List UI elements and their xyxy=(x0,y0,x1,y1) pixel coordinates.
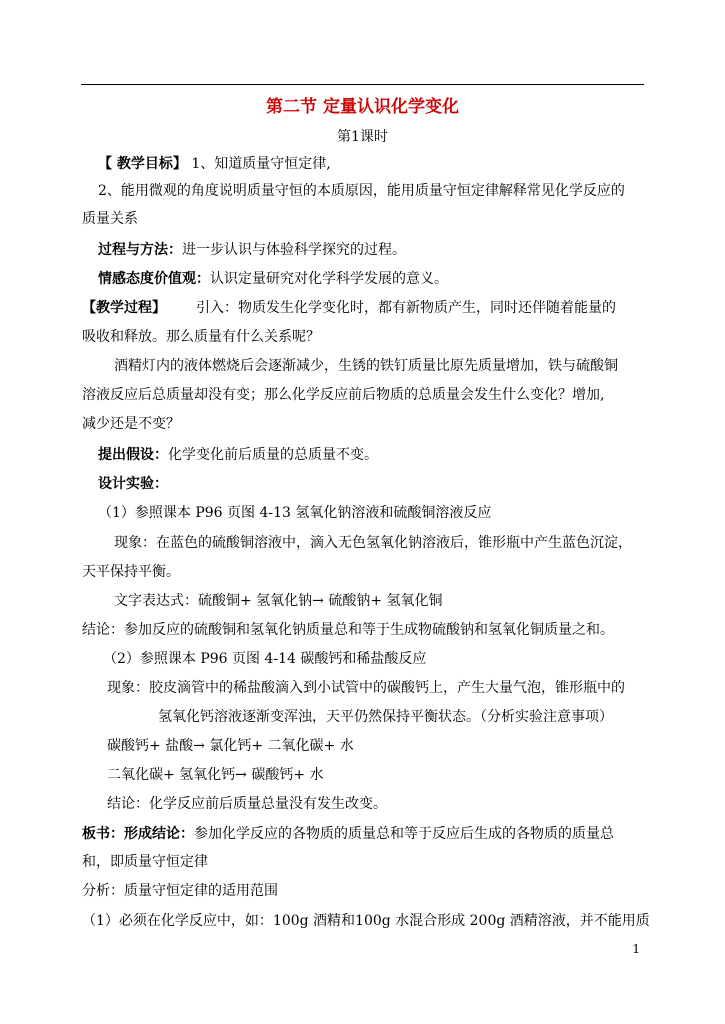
header-rule xyxy=(81,84,644,85)
exp2-formula-1: 碳酸钙+ 盐酸→ 氯化钙+ 二氧化碳+ 水 xyxy=(107,738,354,754)
methods-label: 过程与方法： xyxy=(98,242,182,258)
methods-line xyxy=(98,241,406,259)
exp2-observation-1: 现象：胶皮滴管中的稀盐酸滴入到小试管中的碳酸钙上，产生大量气泡，锥形瓶中的 xyxy=(107,680,625,696)
values-line xyxy=(98,270,448,288)
analysis-title: 分析：质量守恒定律的适用范围 xyxy=(82,883,278,899)
board-label: 板书：形成结论： xyxy=(82,826,194,842)
values-label: 情感态度价值观： xyxy=(98,271,210,287)
page-subtitle: 第1课时 xyxy=(337,129,388,145)
hypothesis-text: 化学变化前后质量的总质量不变。 xyxy=(168,447,378,463)
page-number: 1 xyxy=(632,942,640,956)
values-text: 认识定量研究对化学科学发展的意义。 xyxy=(210,271,448,287)
process-intro-2: 吸收和释放。那么质量有什么关系呢？ xyxy=(82,329,320,345)
exp1-conclusion: 结论：参加反应的硫酸铜和氢氧化钠质量总和等于生成物硫酸钠和氢氧化铜质量之和。 xyxy=(82,622,614,638)
hypothesis-label: 提出假设： xyxy=(98,447,168,463)
exp1-observation-1: 现象：在蓝色的硫酸铜溶液中，滴入无色氢氧化钠溶液后，锥形瓶中产生蓝色沉淀， xyxy=(114,535,632,551)
objectives-line-2: 2、能用微观的角度说明质量守恒的本质原因，能用质量守恒定律解释常见化学反应的 xyxy=(98,183,625,199)
exp1-observation-2: 天平保持平衡。 xyxy=(82,564,180,580)
process-intro-1: 引入：物质发生化学变化时，都有新物质产生，同时还伴随着能量的 xyxy=(196,300,616,316)
exp1-formula: 文字表达式：硫酸铜+ 氢氧化钠→ 硫酸钠+ 氢氧化铜 xyxy=(114,593,443,609)
board-line-1 xyxy=(82,825,614,843)
analysis-item-1: （1）必须在化学反应中，如：100g 酒精和100g 水混合形成 200g 酒精溶液，并不能用质 xyxy=(82,913,650,929)
board-text-1: 参加化学反应的各物质的质量总和等于反应后生成的各物质的质量总 xyxy=(194,826,614,842)
objectives-label: 【 教学目标】 xyxy=(98,156,187,172)
exp2-formula-2: 二氧化碳+ 氢氧化钙→ 碳酸钙+ 水 xyxy=(107,767,324,783)
process-paragraph-2: 溶液反应后总质量却没有变；那么化学反应前后物质的总质量会发生什么变化？增加, xyxy=(82,387,605,403)
objectives-line-3: 质量关系 xyxy=(82,211,138,227)
process-paragraph-3: 减少还是不变？ xyxy=(82,416,180,432)
exp2-observation-2: 氢氧化钙溶液逐渐变浑浊，天平仍然保持平衡状态。（分析实验注意事项） xyxy=(158,709,613,725)
objectives-line-1 xyxy=(98,155,331,173)
objectives-text-1: 1、知道质量守恒定律, xyxy=(186,156,331,172)
exp2-conclusion: 结论：化学反应前后质量总量没有发生改变。 xyxy=(107,796,387,812)
design-label: 设计实验： xyxy=(98,476,168,492)
exp1-title: （1）参照课本 P96 页图 4-13 氢氧化钠溶液和硫酸铜溶液反应 xyxy=(98,505,492,521)
hypothesis-line xyxy=(98,446,378,464)
exp2-title: （2）参照课本 P96 页图 4-14 碳酸钙和稀盐酸反应 xyxy=(103,651,427,667)
process-line-1 xyxy=(82,299,616,317)
page-title: 第二节 定量认识化学变化 xyxy=(266,97,459,117)
board-text-2: 和，即质量守恒定律 xyxy=(82,854,208,870)
methods-text: 进一步认识与体验科学探究的过程。 xyxy=(182,242,406,258)
process-label: 【教学过程】 xyxy=(82,300,166,316)
process-paragraph-1: 酒精灯内的液体燃烧后会逐渐减少，生锈的铁钉质量比原先质量增加，铁与硫酸铜 xyxy=(114,358,618,374)
